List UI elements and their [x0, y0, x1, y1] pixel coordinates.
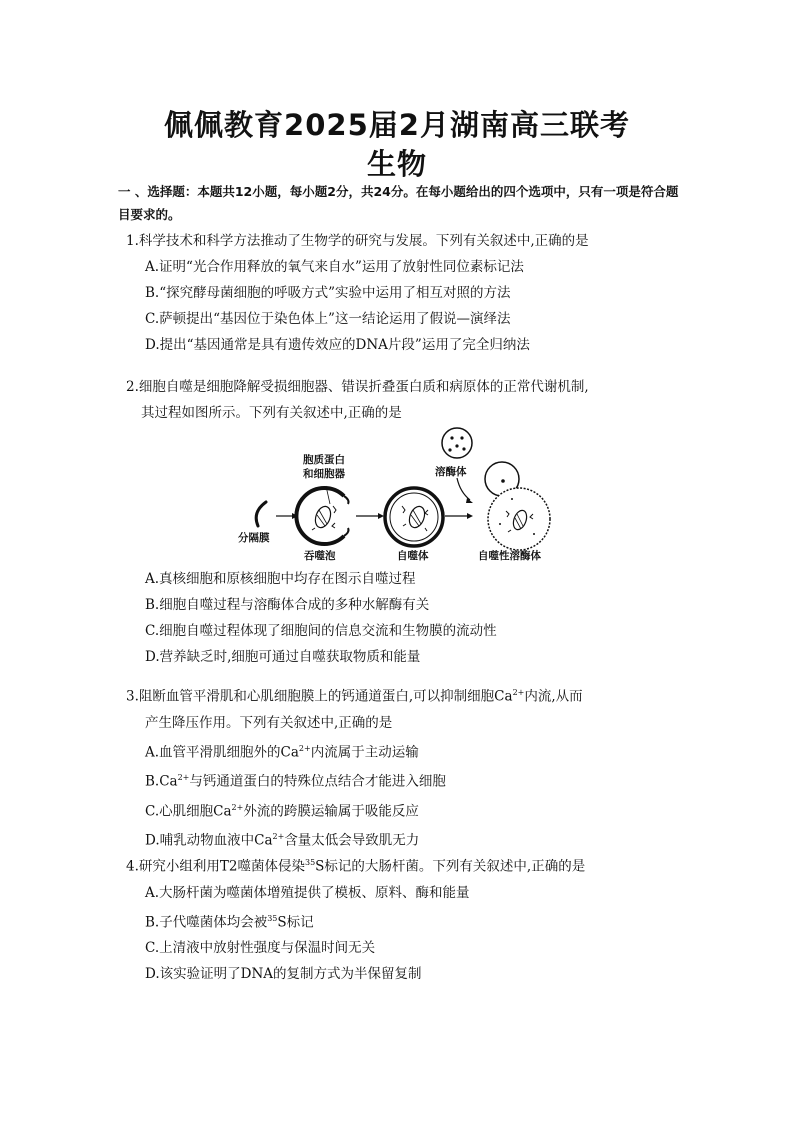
question-3-option-a [126, 736, 686, 766]
label-isolation-membrane: 分隔膜 [238, 532, 270, 544]
section-instructions: 一 、选择题：本题共12小题，每小题2分，共24分。在每小题给出的四个选项中，只有一项是符合题目要求的。 [118, 184, 679, 222]
option-text: B.子代噬菌体均会被 [145, 914, 268, 930]
isolation-membrane-shape [256, 502, 266, 526]
option-text: S标记 [277, 914, 314, 930]
question-1-option-c: C.萨顿提出“基因位于染色体上”这一结论运用了假说—演绎法 [145, 311, 511, 327]
label-cytoplasmic-protein-line2: 和细胞器 [303, 468, 345, 480]
subject-title: 生物 [366, 147, 427, 181]
question-3-stem-text-a: 3.阻断血管平滑肌和心肌细胞膜上的钙通道蛋白,可以抑制细胞Ca [126, 688, 513, 705]
question-4 [126, 850, 686, 987]
arrow-2-head [378, 513, 384, 519]
ion-charge: 2+ [272, 832, 285, 841]
ion-charge: 2+ [298, 743, 311, 753]
question-2-options [126, 566, 686, 670]
option-text: 内流属于主动运输 [310, 744, 419, 760]
ion-charge: 2+ [177, 773, 190, 782]
autophagosome-shape [385, 488, 443, 546]
label-autolysosome: 自噬性溶酶体 [478, 550, 541, 562]
question-1 [126, 228, 686, 358]
option-text: C.心肌细胞Ca [145, 803, 232, 819]
ion-charge: 2+ [512, 688, 525, 697]
autolysosome-shape [485, 462, 550, 550]
arrow-4 [457, 478, 470, 500]
question-1-stem: 1.科学技术和科学方法推动了生物学的研究与发展。下列有关叙述中,正确的是 [126, 233, 589, 249]
question-4-stem-text-a: 4.研究小组利用T2噬菌体侵染 [126, 858, 305, 875]
question-1-option-a: A.证明“光合作用释放的氧气来自水”运用了放射性同位素标记法 [145, 259, 524, 275]
question-3-option-c [126, 795, 686, 825]
question-2-stem-line1: 2.细胞自噬是细胞降解受损细胞器、错误折叠蛋白质和病原体的正常代谢机制, [126, 379, 589, 395]
question-4-stem-text-b: S标记的大肠杆菌。下列有关叙述中,正确的是 [315, 858, 586, 875]
question-4-stem [126, 850, 686, 880]
option-text: 与钙通道蛋白的特殊位点结合才能进入细胞 [189, 773, 446, 790]
autophagy-figure [232, 426, 562, 566]
autophagy-diagram [232, 426, 562, 566]
question-4-option-c: C.上清液中放射性强度与保温时间无关 [145, 940, 376, 956]
lysosome-shape [442, 428, 472, 458]
option-text: 外流的跨膜运输属于吸能反应 [243, 803, 419, 819]
arrow-3-head [467, 513, 473, 519]
option-text: 含量太低会导致肌无力 [284, 832, 420, 849]
isotope-mass-number: 35 [267, 913, 278, 923]
question-2-option-d: D.营养缺乏时,细胞可通过自噬获取物质和能量 [145, 649, 421, 665]
label-autophagosome: 自噬体 [397, 550, 429, 562]
label-lysosome: 溶酶体 [435, 466, 467, 478]
ion-charge: 2+ [231, 802, 244, 812]
question-2-stem-line2: 其过程如图所示。下列有关叙述中,正确的是 [141, 405, 402, 421]
question-4-option-d: D.该实验证明了DNA的复制方式为半保留复制 [145, 966, 422, 982]
phagophore-shape [296, 488, 348, 544]
question-2-option-c: C.细胞自噬过程体现了细胞间的信息交流和生物膜的流动性 [145, 623, 497, 639]
question-1-option-d: D.提出“基因通常是具有遗传效应的DNA片段”运用了完全归纳法 [145, 337, 530, 353]
option-text: B.Ca [145, 773, 178, 790]
isotope-mass-number: 35 [304, 858, 316, 867]
question-3-stem-text-b: 内流,从而 [524, 688, 583, 705]
question-1-option-b: B.“探究酵母菌细胞的呼吸方式”实验中运用了相互对照的方法 [145, 285, 511, 301]
question-4-option-a: A.大肠杆菌为噬菌体增殖提供了模板、原料、酶和能量 [145, 884, 470, 901]
arrow-4-head [466, 498, 473, 503]
question-3-stem-line2: 产生降压作用。下列有关叙述中,正确的是 [145, 714, 393, 731]
label-cytoplasmic-protein-line1: 胞质蛋白 [303, 454, 345, 466]
option-text: D.哺乳动物血液中Ca [145, 832, 273, 849]
option-text: A.血管平滑肌细胞外的Ca [145, 744, 299, 760]
question-3-option-b [126, 765, 686, 795]
exam-title: 佩佩教育2025届2月湖南高三联考 [164, 108, 630, 142]
question-3-stem-line1 [126, 680, 686, 710]
question-2 [126, 374, 686, 426]
question-2-option-b: B.细胞自噬过程与溶酶体合成的多种水解酶有关 [145, 597, 430, 613]
question-4-option-b [126, 906, 686, 936]
question-3 [126, 680, 686, 854]
question-2-option-a: A.真核细胞和原核细胞中均存在图示自噬过程 [145, 571, 416, 587]
label-phagophore: 吞噬泡 [304, 550, 336, 562]
